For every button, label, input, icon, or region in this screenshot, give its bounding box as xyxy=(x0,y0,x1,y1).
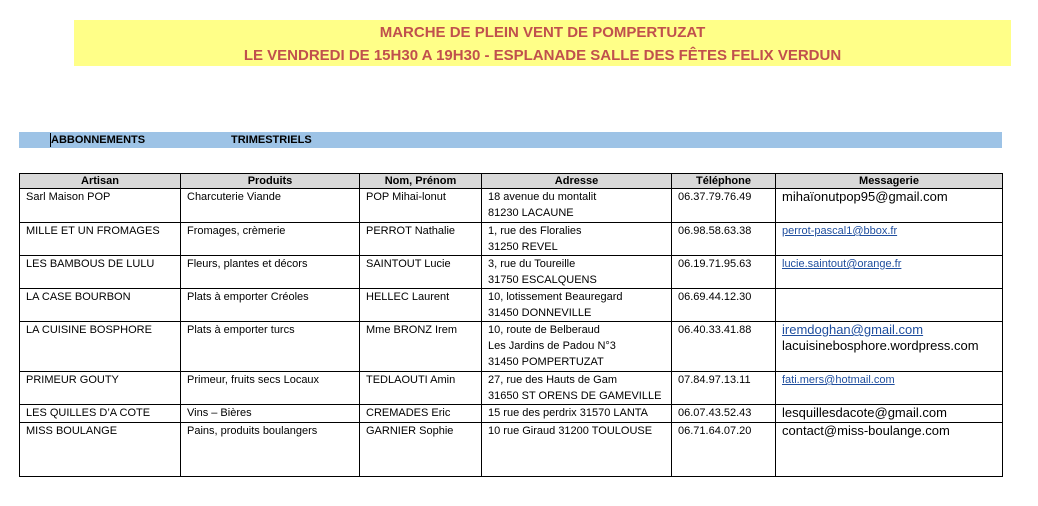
cell-artisan: LA CUISINE BOSPHORE xyxy=(20,322,181,372)
table-header-row xyxy=(20,174,1003,189)
cell-messagerie xyxy=(776,256,1003,289)
address-line: 31450 POMPERTUZAT xyxy=(488,356,604,368)
column-header-artisan: Artisan xyxy=(20,174,181,189)
cell-artisan: MILLE ET UN FROMAGES xyxy=(20,223,181,256)
table-row xyxy=(20,256,1003,289)
cell-adresse xyxy=(482,289,672,322)
address-line: 3, rue du Toureille xyxy=(488,258,576,270)
address-line: 10, lotissement Beauregard xyxy=(488,291,623,303)
cell-adresse xyxy=(482,189,672,223)
cell-telephone: 06.19.71.95.63 xyxy=(672,256,776,289)
cell-telephone: 06.98.58.63.38 xyxy=(672,223,776,256)
email-link[interactable]: perrot-pascal1@bbox.fr xyxy=(782,225,898,237)
address-line: 31750 ESCALQUENS xyxy=(488,274,597,286)
address-line: 1, rue des Floralies xyxy=(488,225,582,237)
address-line: 81230 LACAUNE xyxy=(488,207,574,219)
table-row xyxy=(20,405,1003,423)
subscription-period-label: TRIMESTRIELS xyxy=(231,134,312,146)
email-link[interactable]: fati.mers@hotmail.com xyxy=(782,374,895,386)
cell-telephone: 06.69.44.12.30 xyxy=(672,289,776,322)
table-row xyxy=(20,189,1003,223)
column-header-messagerie: Messagerie xyxy=(776,174,1003,189)
cell-messagerie xyxy=(776,189,1003,223)
cell-messagerie xyxy=(776,223,1003,256)
cell-adresse xyxy=(482,256,672,289)
address-line: 31250 REVEL xyxy=(488,241,558,253)
cell-nom: GARNIER Sophie xyxy=(360,423,482,477)
cell-produits: Vins – Bières xyxy=(181,405,360,423)
address-line: 18 avenue du montalit xyxy=(488,191,597,203)
cell-nom: TEDLAOUTI Amin xyxy=(360,372,482,405)
cell-produits: Plats à emporter turcs xyxy=(181,322,360,372)
subscription-bar xyxy=(19,132,1002,148)
cell-telephone: 06.71.64.07.20 xyxy=(672,423,776,477)
cell-messagerie xyxy=(776,405,1003,423)
cell-messagerie xyxy=(776,372,1003,405)
table-row xyxy=(20,223,1003,256)
vendors-table xyxy=(19,173,1003,477)
address-line: 31450 DONNEVILLE xyxy=(488,307,592,319)
address-line: Les Jardins de Padou N°3 xyxy=(488,340,616,352)
email-text: mihaïonutpop95@gmail.com xyxy=(782,189,948,204)
cell-produits: Fleurs, plantes et décors xyxy=(181,256,360,289)
title-line-2: LE VENDREDI DE 15H30 A 19H30 - ESPLANADE SALLE DES FÊTES FELIX VERDUN xyxy=(243,47,842,64)
subscription-label: ABBONNEMENTS xyxy=(51,134,146,146)
cell-telephone: 07.84.97.13.11 xyxy=(672,372,776,405)
cell-produits: Fromages, crèmerie xyxy=(181,223,360,256)
cell-nom: POP Mihai-lonut xyxy=(360,189,482,223)
table-row xyxy=(20,372,1003,405)
cell-adresse xyxy=(482,372,672,405)
column-header-nom: Nom, Prénom xyxy=(360,174,482,189)
address-line: 31650 ST ORENS DE GAMEVILLE xyxy=(488,390,662,402)
email-text: contact@miss-boulange.com xyxy=(782,423,950,438)
cell-adresse: 10 rue Giraud 31200 TOULOUSE xyxy=(482,423,672,477)
cell-nom: Mme BRONZ Irem xyxy=(360,322,482,372)
cell-telephone: 06.07.43.52.43 xyxy=(672,405,776,423)
website-text: lacuisinebosphore.wordpress.com xyxy=(782,338,979,353)
cell-artisan: MISS BOULANGE xyxy=(20,423,181,477)
title-line-1: MARCHE DE PLEIN VENT DE POMPERTUZAT xyxy=(379,24,706,41)
cell-adresse xyxy=(482,223,672,256)
cell-messagerie xyxy=(776,322,1003,372)
cell-telephone: 06.37.79.76.49 xyxy=(672,189,776,223)
address-line: 10, route de Belberaud xyxy=(488,324,600,336)
email-text: lesquillesdacote@gmail.com xyxy=(782,405,947,420)
cell-nom: SAINTOUT Lucie xyxy=(360,256,482,289)
cell-adresse xyxy=(482,322,672,372)
cell-messagerie xyxy=(776,289,1003,322)
table-row xyxy=(20,289,1003,322)
cell-artisan: Sarl Maison POP xyxy=(20,189,181,223)
column-header-telephone: Téléphone xyxy=(672,174,776,189)
cell-nom: PERROT Nathalie xyxy=(360,223,482,256)
address-line: 27, rue des Hauts de Gam xyxy=(488,374,618,386)
cell-produits: Plats à emporter Créoles xyxy=(181,289,360,322)
column-header-produits: Produits xyxy=(181,174,360,189)
title-banner xyxy=(74,20,1011,66)
column-header-adresse: Adresse xyxy=(482,174,672,189)
table-row xyxy=(20,322,1003,372)
cell-produits: Pains, produits boulangers xyxy=(181,423,360,477)
cell-artisan: LA CASE BOURBON xyxy=(20,289,181,322)
cell-produits: Charcuterie Viande xyxy=(181,189,360,223)
cell-nom: CREMADES Eric xyxy=(360,405,482,423)
cell-artisan: LES QUILLES D’A COTE xyxy=(20,405,181,423)
cell-artisan: LES BAMBOUS DE LULU xyxy=(20,256,181,289)
cell-adresse: 15 rue des perdrix 31570 LANTA xyxy=(482,405,672,423)
email-link[interactable]: lucie.saintout@orange.fr xyxy=(782,258,902,270)
cell-nom: HELLEC Laurent xyxy=(360,289,482,322)
cell-artisan: PRIMEUR GOUTY xyxy=(20,372,181,405)
email-link[interactable]: iremdoghan@gmail.com xyxy=(782,322,924,337)
cell-produits: Primeur, fruits secs Locaux xyxy=(181,372,360,405)
table-row xyxy=(20,423,1003,477)
cell-messagerie xyxy=(776,423,1003,477)
cell-telephone: 06.40.33.41.88 xyxy=(672,322,776,372)
